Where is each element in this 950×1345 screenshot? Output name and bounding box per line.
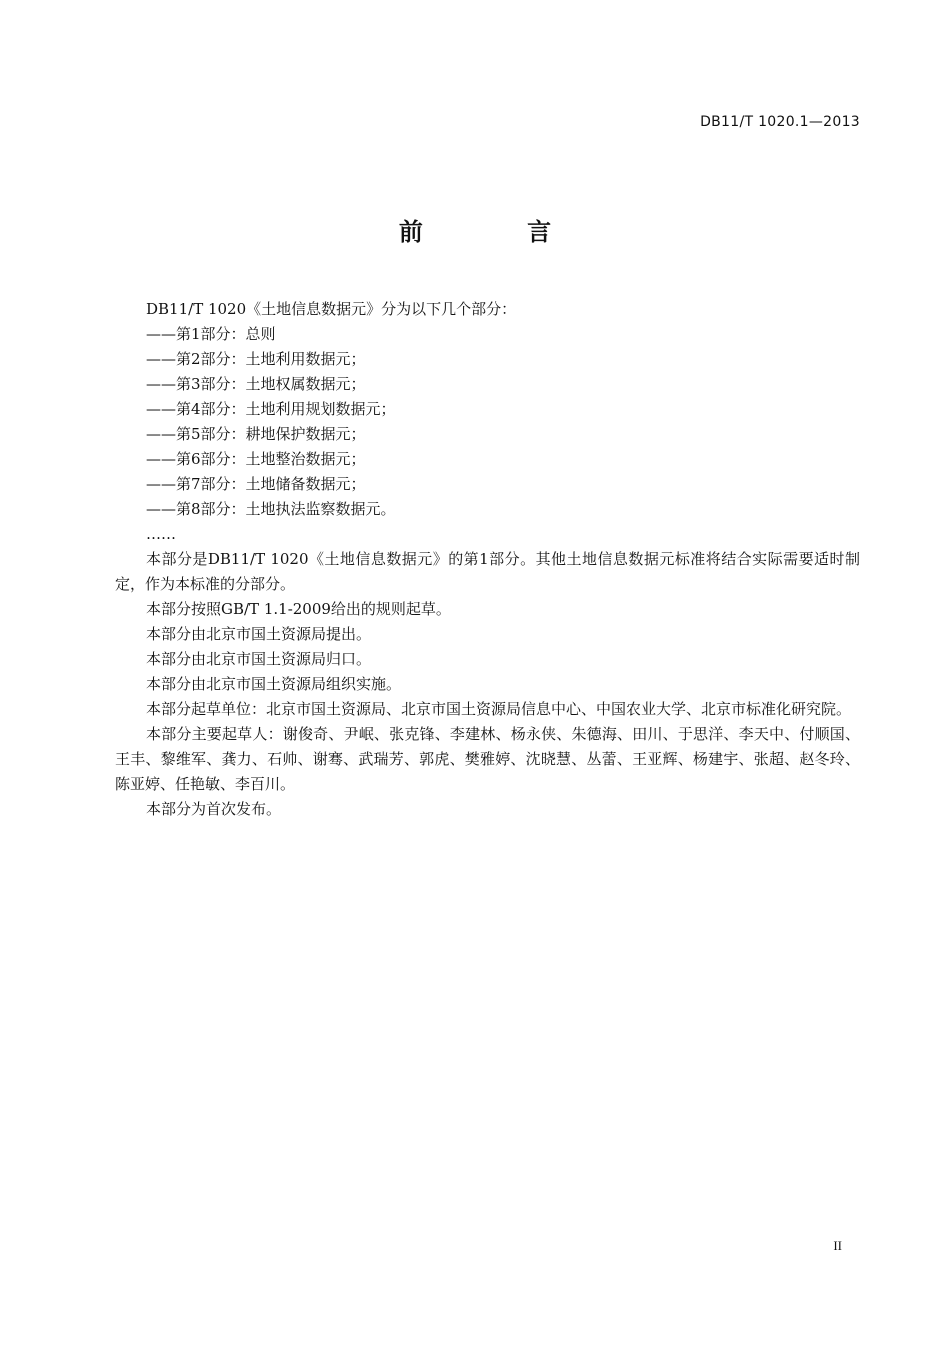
- intro-paragraph: DB11/T 1020《土地信息数据元》分为以下几个部分：: [146, 300, 517, 318]
- custodian-paragraph: 本部分由北京市国土资源局归口。: [146, 650, 372, 668]
- part-list-item: ——第2部分：土地利用数据元；: [146, 350, 366, 368]
- drafting-rules-paragraph: 本部分按照GB/T 1.1-2009给出的规则起草。: [146, 600, 451, 618]
- page-title: 前 言: [398, 218, 600, 246]
- proposer-paragraph: 本部分由北京市国土资源局提出。: [146, 625, 372, 643]
- standard-code: DB11/T 1020.1—2013: [700, 114, 860, 130]
- part-list-item: ——第4部分：土地利用规划数据元；: [146, 400, 396, 418]
- drafting-units-paragraph: 本部分起草单位：北京市国土资源局、北京市国土资源局信息中心、中国农业大学、北京市标准化研究院。: [146, 700, 852, 718]
- part-list-item: ——第3部分：土地权属数据元；: [146, 375, 366, 393]
- drafters-paragraph: 本部分主要起草人：谢俊奇、尹岷、张克锋、李建林、杨永侠、朱德海、田川、于思洋、李天中、付顺国、王丰、黎维军、龚力、石帅、谢骞、武瑞芳、郭虎、樊雅婷、沈晓慧、丛蕾、王亚辉、杨建宇、张超、赵冬玲、陈亚婷、任艳敏、李百川。: [115, 725, 860, 793]
- ellipsis-line: ……: [146, 525, 176, 543]
- part-list-item: ——第7部分：土地储备数据元；: [146, 475, 366, 493]
- implementer-paragraph: 本部分由北京市国土资源局组织实施。: [146, 675, 402, 693]
- part-list-item: ——第8部分：土地执法监察数据元。: [146, 500, 396, 518]
- scope-paragraph: 本部分是DB11/T 1020《土地信息数据元》的第1部分。其他土地信息数据元标准将结合实际需要适时制定，作为本标准的分部分。: [115, 550, 860, 593]
- part-list-item: ——第6部分：土地整治数据元；: [146, 450, 366, 468]
- part-list-item: ——第5部分：耕地保护数据元；: [146, 425, 366, 443]
- foreword-body: [115, 297, 860, 822]
- first-release-paragraph: 本部分为首次发布。: [146, 800, 282, 818]
- part-list-item: ——第1部分：总则: [146, 325, 276, 343]
- page-number: II: [833, 1238, 842, 1253]
